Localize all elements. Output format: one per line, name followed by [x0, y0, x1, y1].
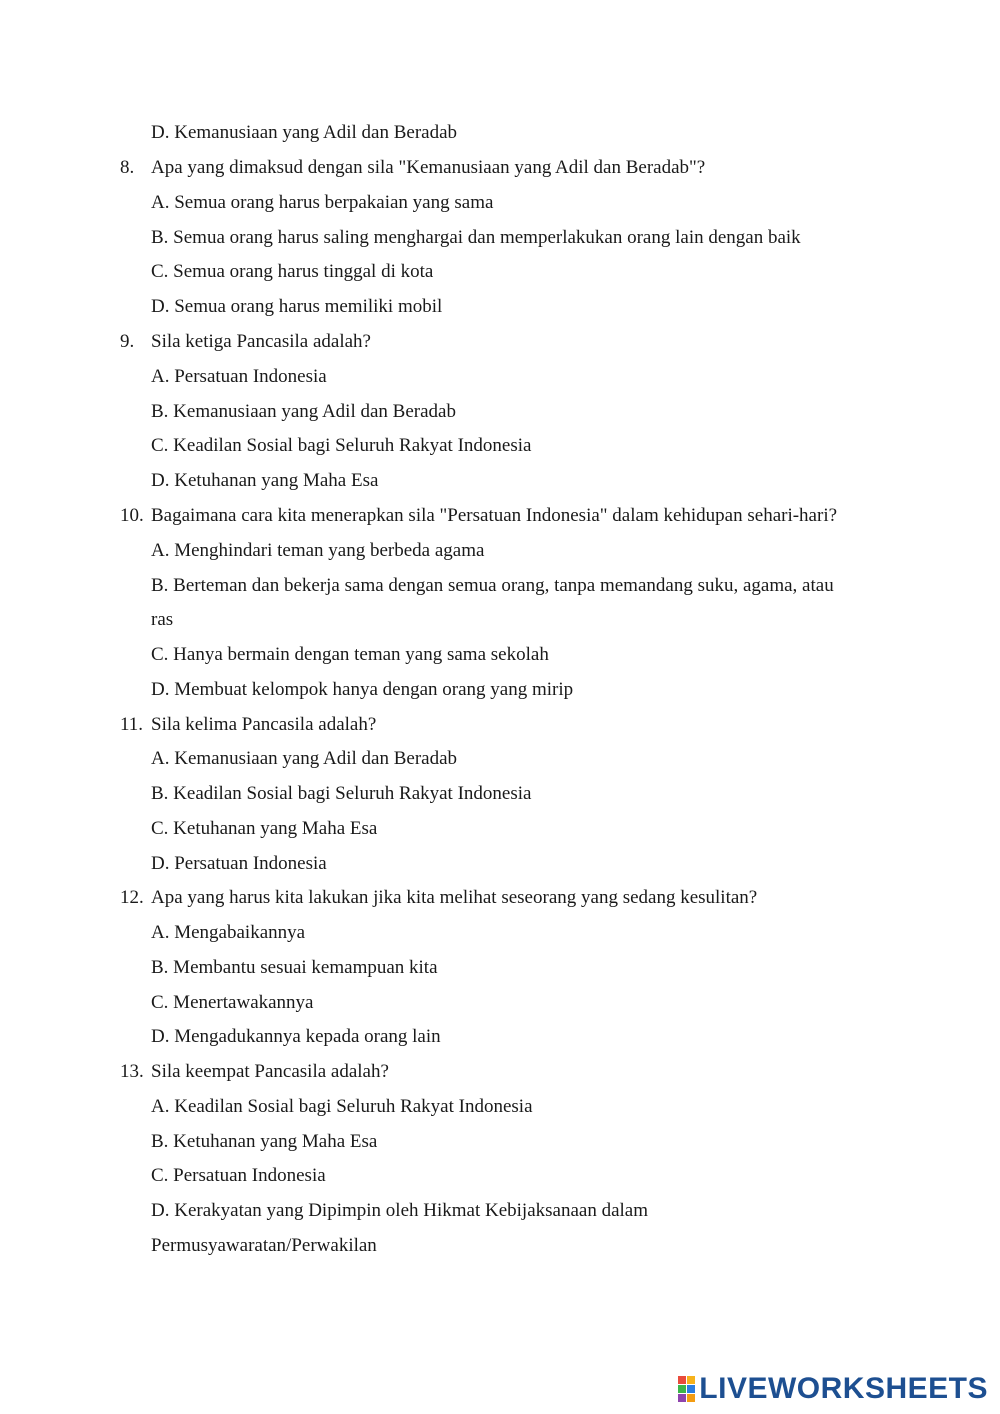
logo-squares-icon — [678, 1376, 695, 1402]
option-11b: B. Keadilan Sosial bagi Seluruh Rakyat Indonesia — [151, 783, 532, 804]
option-8a: A. Semua orang harus berpakaian yang sama — [151, 192, 494, 213]
option-13d-cont: Permusyawaratan/Perwakilan — [151, 1235, 377, 1256]
question-text: Apa yang dimaksud dengan sila "Kemanusiaan yang Adil dan Beradab"? — [151, 157, 706, 178]
question-text: Sila ketiga Pancasila adalah? — [151, 331, 371, 352]
question-text: Sila keempat Pancasila adalah? — [151, 1061, 389, 1082]
option-8c: C. Semua orang harus tinggal di kota — [151, 261, 434, 282]
option-9d: D. Ketuhanan yang Maha Esa — [151, 470, 379, 491]
question-number: 8. — [120, 157, 135, 178]
option-8d: D. Semua orang harus memiliki mobil — [151, 296, 443, 317]
option-10c: C. Hanya bermain dengan teman yang sama sekolah — [151, 644, 549, 665]
brand-text: LIVEWORKSHEETS — [699, 1372, 988, 1405]
question-number: 9. — [120, 331, 135, 352]
option-10a: A. Menghindari teman yang berbeda agama — [151, 540, 485, 561]
option-10d: D. Membuat kelompok hanya dengan orang yang mirip — [151, 679, 574, 700]
option-11d: D. Persatuan Indonesia — [151, 853, 327, 874]
lead-option: D. Kemanusiaan yang Adil dan Beradab — [151, 122, 458, 143]
option-11a: A. Kemanusiaan yang Adil dan Beradab — [151, 748, 458, 769]
option-13d: D. Kerakyatan yang Dipimpin oleh Hikmat Kebijaksanaan dalam — [151, 1200, 649, 1221]
option-12a: A. Mengabaikannya — [151, 922, 306, 943]
option-12b: B. Membantu sesuai kemampuan kita — [151, 957, 438, 978]
question-number: 12. — [120, 887, 144, 908]
question-text: Sila kelima Pancasila adalah? — [151, 714, 377, 735]
option-12d: D. Mengadukannya kepada orang lain — [151, 1026, 441, 1047]
question-number: 11. — [120, 714, 144, 735]
option-9b: B. Kemanusiaan yang Adil dan Beradab — [151, 401, 456, 422]
option-13a: A. Keadilan Sosial bagi Seluruh Rakyat Indonesia — [151, 1096, 533, 1117]
option-13c: C. Persatuan Indonesia — [151, 1165, 326, 1186]
option-13b: B. Ketuhanan yang Maha Esa — [151, 1131, 378, 1152]
liveworksheets-logo[interactable] — [678, 1372, 988, 1406]
option-10b: B. Berteman dan bekerja sama dengan semua orang, tanpa memandang suku, agama, atau — [151, 575, 834, 596]
option-9c: C. Keadilan Sosial bagi Seluruh Rakyat Indonesia — [151, 435, 532, 456]
option-8b: B. Semua orang harus saling menghargai dan memperlakukan orang lain dengan baik — [151, 227, 801, 248]
question-text: Bagaimana cara kita menerapkan sila "Persatuan Indonesia" dalam kehidupan sehari-hari? — [151, 505, 838, 526]
question-text: Apa yang harus kita lakukan jika kita melihat seseorang yang sedang kesulitan? — [151, 887, 758, 908]
option-12c: C. Menertawakannya — [151, 992, 314, 1013]
option-10b-cont: ras — [151, 609, 174, 630]
option-11c: C. Ketuhanan yang Maha Esa — [151, 818, 378, 839]
question-number: 13. — [120, 1061, 144, 1082]
question-number: 10. — [120, 505, 144, 526]
option-9a: A. Persatuan Indonesia — [151, 366, 327, 387]
